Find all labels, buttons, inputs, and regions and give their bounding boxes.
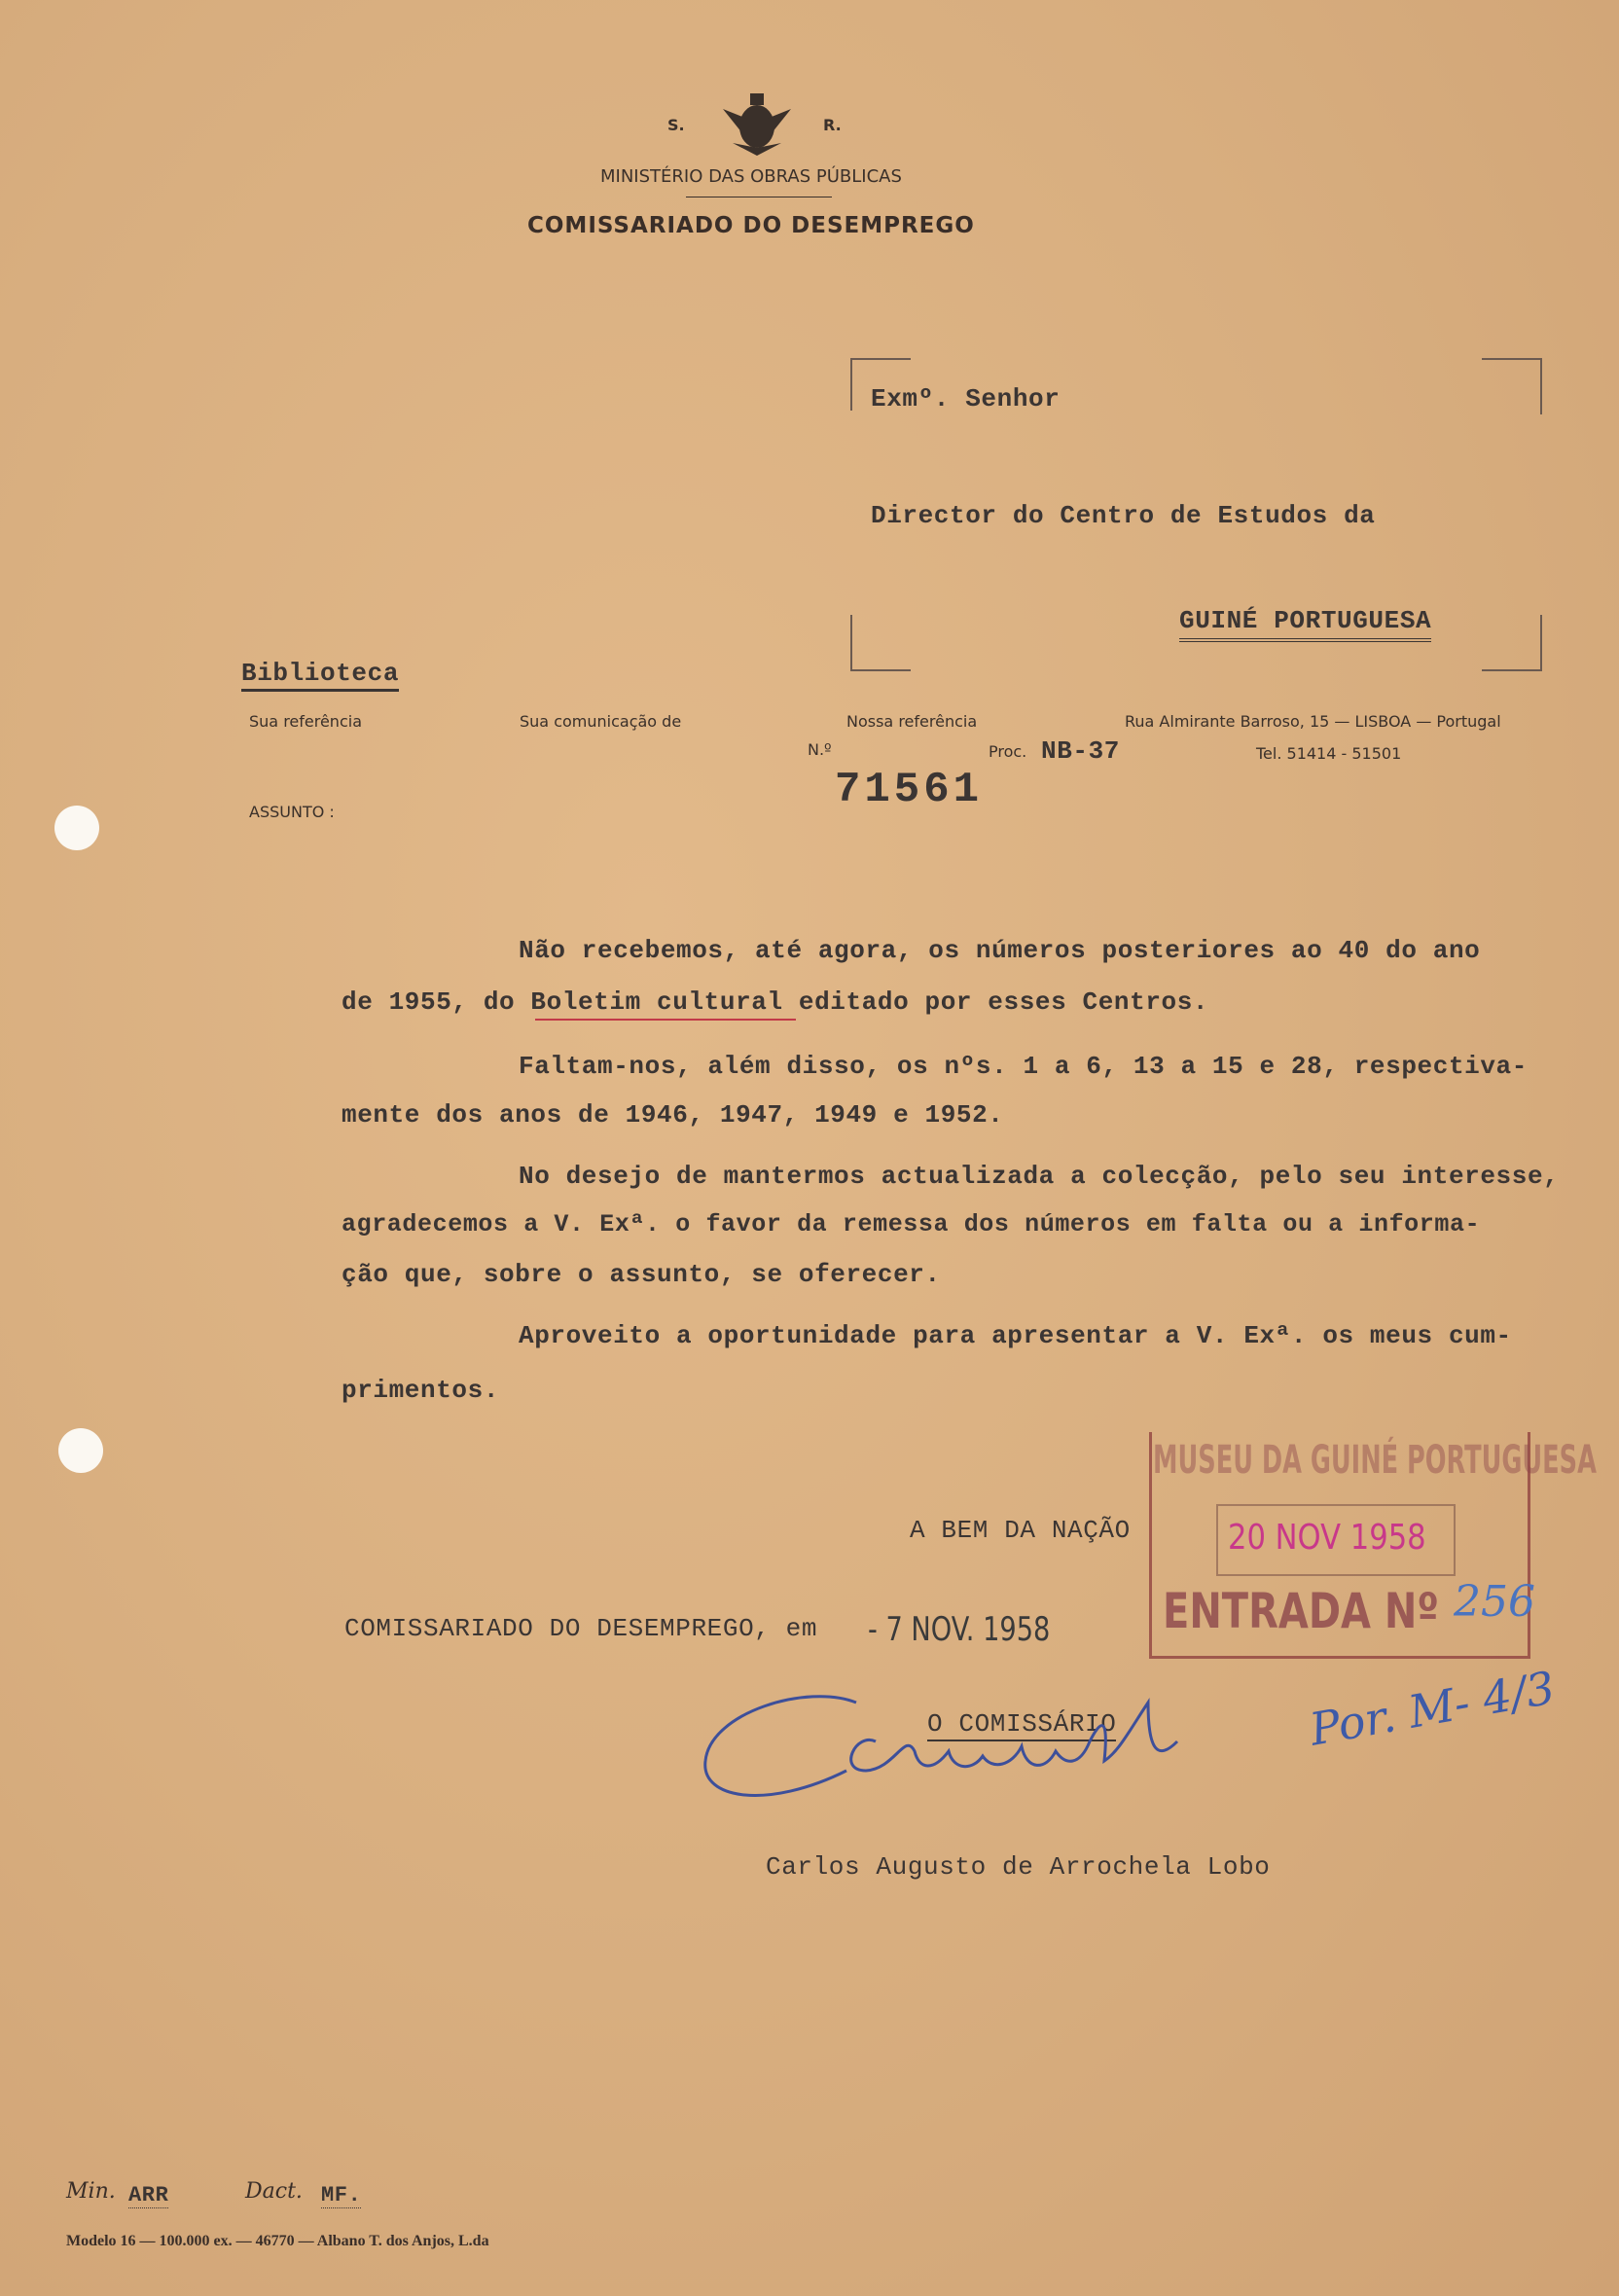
proc-number: NB-37 bbox=[1041, 736, 1121, 766]
body-line: Aproveito a oportunidade para apresentar a V. Exª. os meus cum- bbox=[519, 1321, 1512, 1350]
signatory-name: Carlos Augusto de Arrochela Lobo bbox=[766, 1852, 1271, 1882]
print-model-line: Modelo 16 — 100.000 ex. — 46770 — Albano T. dos Anjos, L.da bbox=[66, 2233, 489, 2249]
letterhead-r: R. bbox=[823, 116, 842, 134]
stamp-date: 20 NOV 1958 bbox=[1228, 1518, 1426, 1558]
body-line: primentos. bbox=[342, 1376, 500, 1405]
proc-label: Proc. bbox=[989, 742, 1027, 761]
reference-number: 71561 bbox=[835, 766, 984, 814]
signatory-title: O COMISSÁRIO bbox=[927, 1710, 1116, 1741]
body-line: de 1955, do Boletim cultural editado por esses Centros. bbox=[342, 987, 1209, 1017]
body-line: mente dos anos de 1946, 1947, 1949 e 1952. bbox=[342, 1100, 1004, 1130]
punch-hole bbox=[54, 806, 99, 850]
office-name: COMISSARIADO DO DESEMPREGO bbox=[527, 213, 975, 238]
nossa-referencia-label: Nossa referência bbox=[846, 712, 978, 731]
stamp-museum-name: MUSEU DA GUINÉ PORTUGUESA bbox=[1153, 1438, 1597, 1483]
date-stamp: - 7 NOV. 1958 bbox=[868, 1610, 1051, 1649]
handwritten-note: Por. M- 4/3 bbox=[1306, 1661, 1559, 1756]
stamp-entry-number: 256 bbox=[1454, 1577, 1535, 1627]
letterhead-s: S. bbox=[667, 116, 685, 134]
window-corner bbox=[1482, 615, 1542, 671]
body-line: ção que, sobre o assunto, se oferecer. bbox=[342, 1260, 941, 1289]
coat-of-arms-icon bbox=[713, 90, 801, 160]
telephone: Tel. 51414 - 51501 bbox=[1256, 744, 1402, 763]
punch-hole bbox=[58, 1428, 103, 1473]
numero-label: N.º bbox=[808, 740, 832, 759]
min-value: ARR bbox=[128, 2183, 169, 2207]
body-line: Faltam-nos, além disso, os nºs. 1 a 6, 13 a 15 e 28, respectiva- bbox=[519, 1052, 1528, 1081]
addressee-line2: GUINÉ PORTUGUESA bbox=[1179, 607, 1431, 642]
sua-comunicacao-label: Sua comunicação de bbox=[520, 712, 682, 731]
salutation: Exmº. Senhor bbox=[871, 384, 1061, 413]
min-label: Min. bbox=[66, 2179, 116, 2204]
sua-referencia-label: Sua referência bbox=[249, 712, 362, 731]
dact-label: Dact. bbox=[245, 2179, 303, 2204]
window-corner bbox=[1482, 358, 1542, 414]
place-line: COMISSARIADO DO DESEMPREGO, em bbox=[344, 1614, 818, 1643]
assunto-label: ASSUNTO : bbox=[249, 803, 335, 821]
body-line: Não recebemos, até agora, os números posteriores ao 40 do ano bbox=[519, 936, 1481, 965]
dact-value: MF. bbox=[321, 2183, 362, 2207]
body-line: agradecemos a V. Exª. o favor da remessa dos números em falta ou a informa- bbox=[342, 1210, 1481, 1238]
stamp-entry-label: ENTRADA Nº bbox=[1163, 1583, 1439, 1639]
body-line: No desejo de mantermos actualizada a colecção, pelo seu interesse, bbox=[519, 1162, 1560, 1191]
red-underline bbox=[535, 1019, 796, 1021]
department: Biblioteca bbox=[241, 660, 399, 692]
address: Rua Almirante Barroso, 15 — LISBOA — Portugal bbox=[1125, 712, 1501, 731]
motto: A BEM DA NAÇÃO bbox=[910, 1516, 1131, 1545]
ministry-name: MINISTÉRIO DAS OBRAS PÚBLICAS bbox=[600, 166, 902, 187]
window-corner bbox=[850, 615, 911, 671]
addressee-line1: Director do Centro de Estudos da bbox=[871, 501, 1376, 530]
